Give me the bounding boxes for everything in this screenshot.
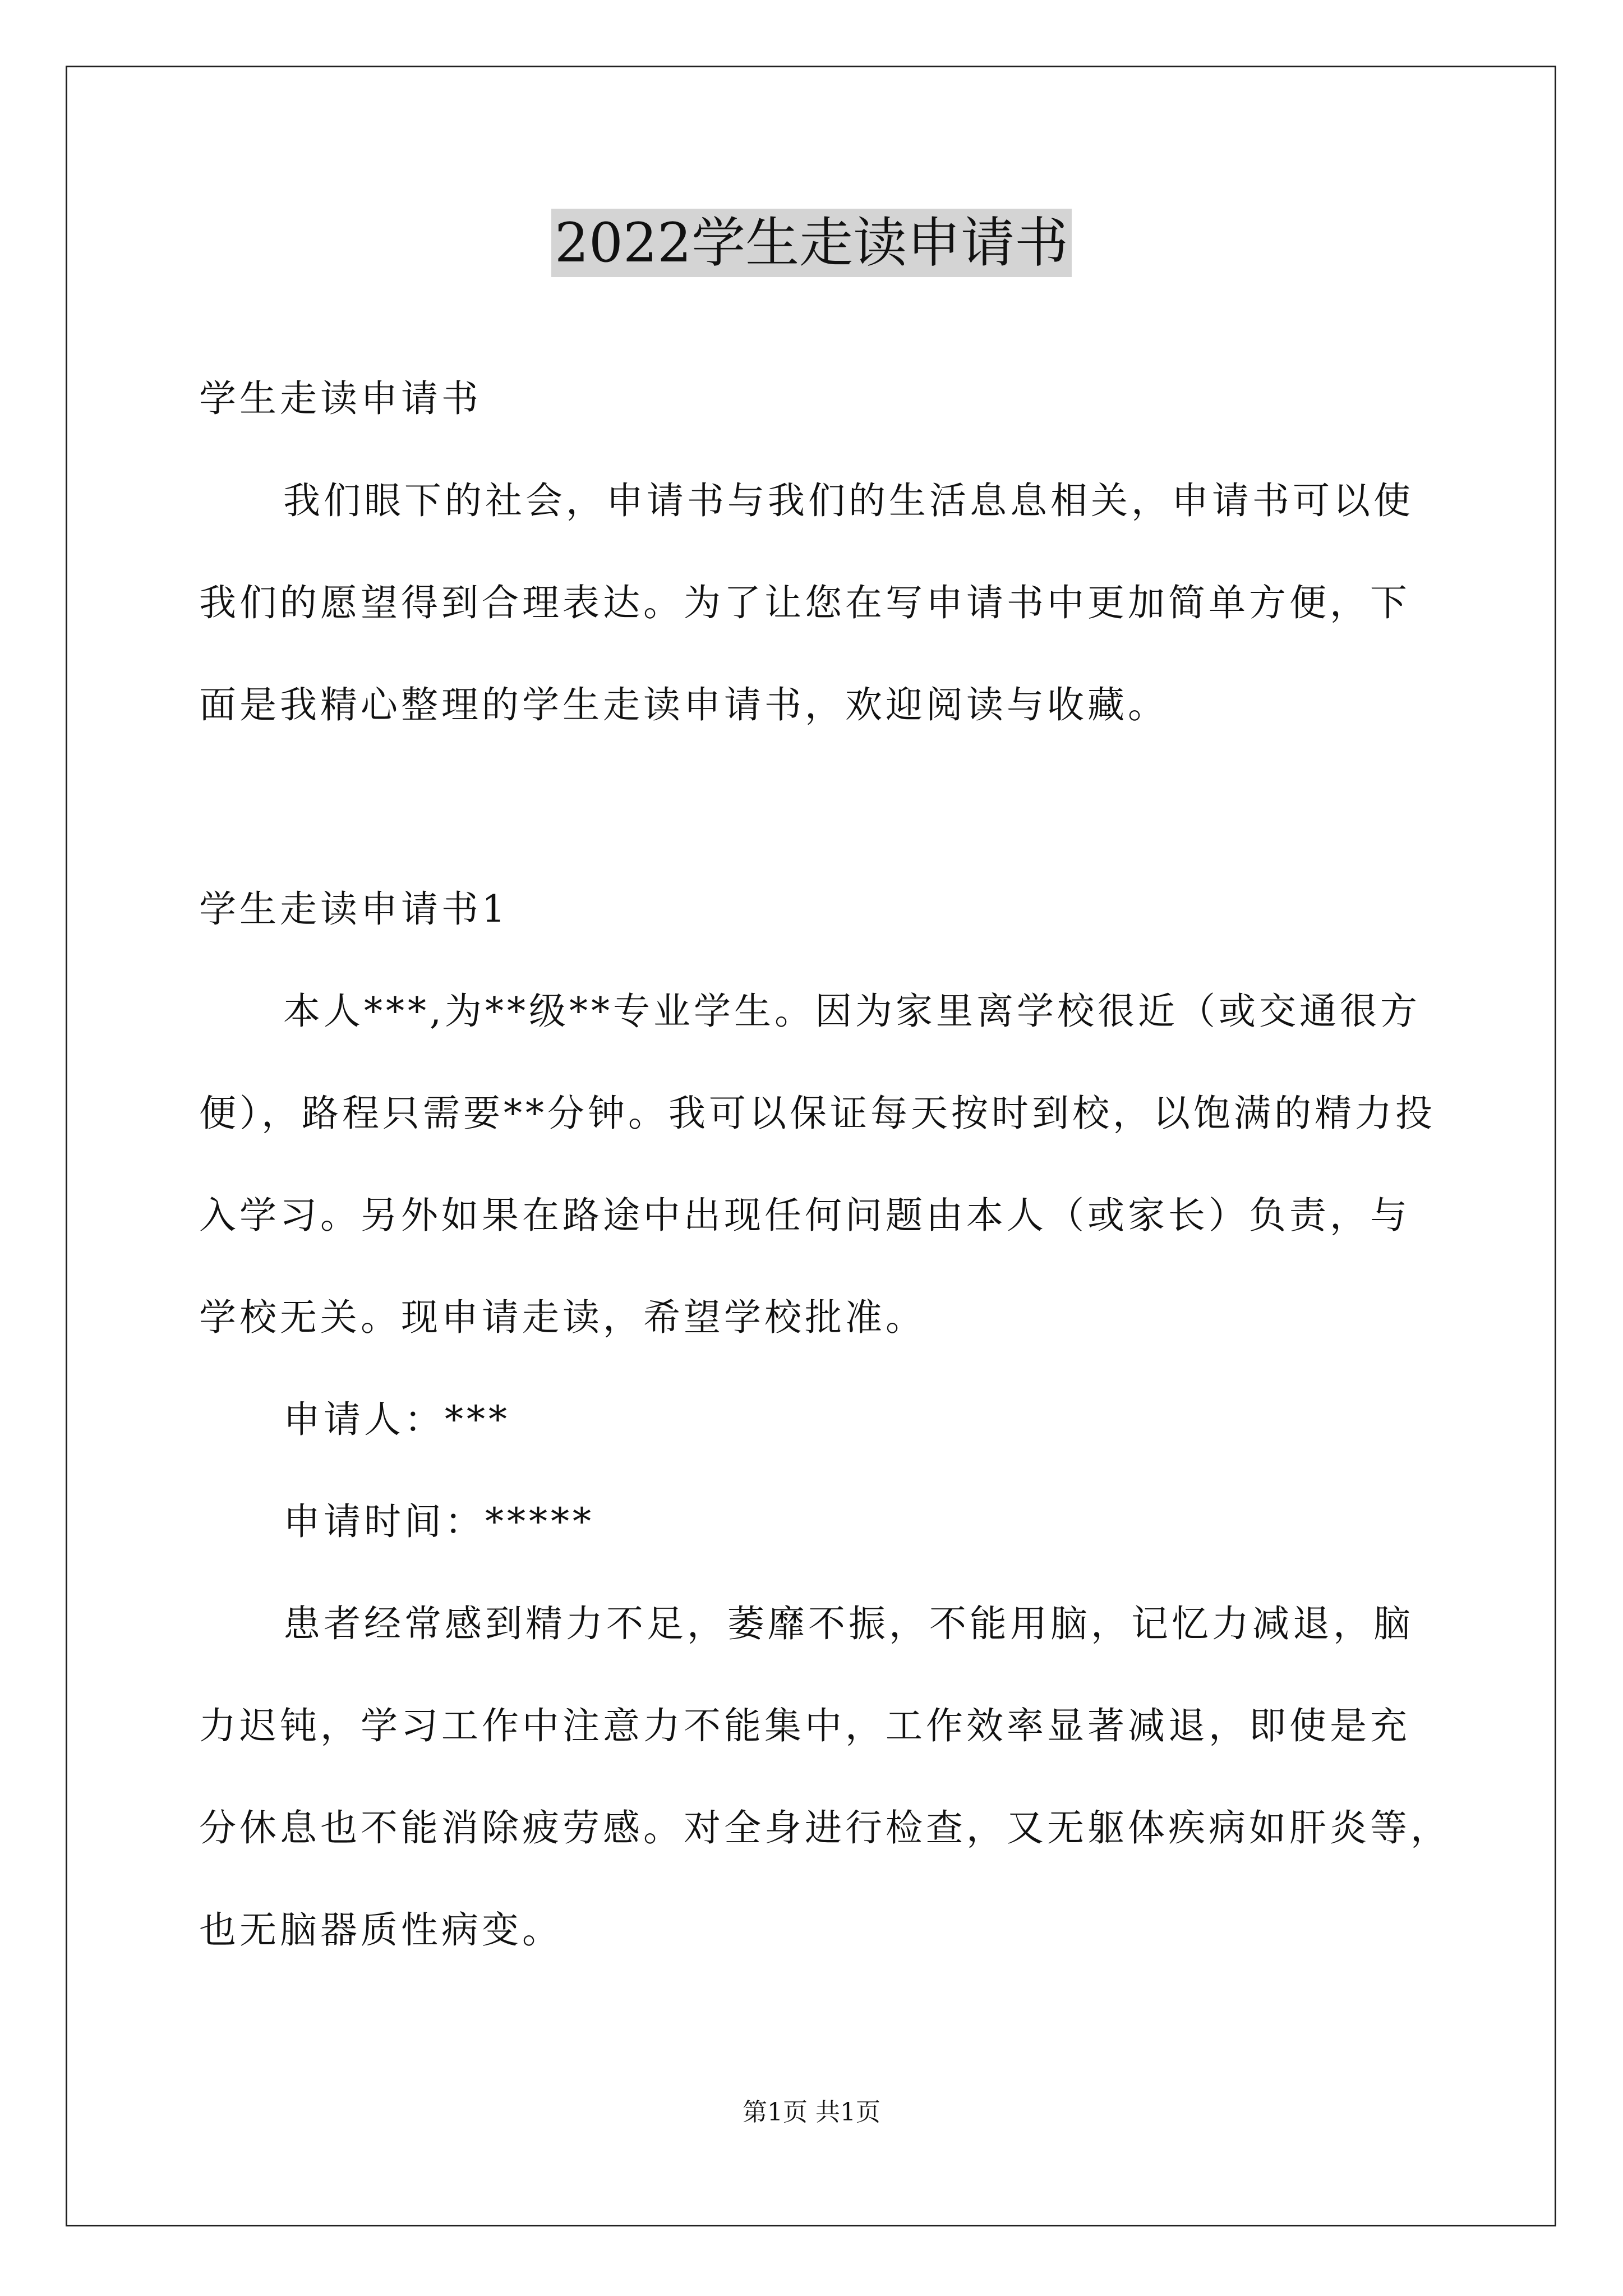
text-line: 分休息也不能消除疲劳感。对全身进行检查，又无躯体疾病如肝炎等， [199,1806,1451,1849]
text-line: 力迟钝，学习工作中注意力不能集中，工作效率显著减退，即使是充 [199,1704,1410,1747]
paragraph [199,858,1455,960]
text-line: 我们眼下的社会，申请书与我们的生活息息相关，申请书可以使 [283,479,1414,522]
paragraph [199,450,1455,756]
text-line: 我们的愿望得到合理表达。为了让您在写申请书中更加简单方便，下 [199,581,1410,624]
document-body [199,348,1455,1981]
text-line: 本人***,为**级**专业学生。因为家里离学校很近（或交通很方 [283,990,1421,1033]
paragraph [199,1471,1455,1573]
paragraph [199,1573,1455,1981]
text-line: 也无脑器质性病变。 [199,1908,562,1952]
text-line: 申请人：*** [283,1398,510,1441]
paragraph [199,960,1455,1369]
document-title: 2022学生走读申请书 [551,209,1072,277]
page-footer: 第1页 共1页 [743,2098,880,2127]
text-line: 学生走读申请书 [199,377,482,420]
text-line: 入学习。另外如果在路途中出现任何问题由本人（或家长）负责，与 [199,1194,1410,1237]
title-container [0,209,1623,277]
paragraph [199,1369,1455,1471]
paragraph-gap [199,756,1455,858]
paragraph [199,348,1455,450]
text-line: 学校无关。现申请走读，希望学校批准。 [199,1296,926,1339]
text-line: 患者经常感到精力不足，萎靡不振，不能用脑，记忆力减退，脑 [283,1602,1414,1645]
text-line: 学生走读申请书1 [199,887,509,931]
text-line: 便），路程只需要**分钟。我可以保证每天按时到校，以饱满的精力投 [199,1092,1436,1135]
text-line: 面是我精心整理的学生走读申请书，欢迎阅读与收藏。 [199,683,1168,726]
text-line: 申请时间：***** [283,1500,594,1543]
